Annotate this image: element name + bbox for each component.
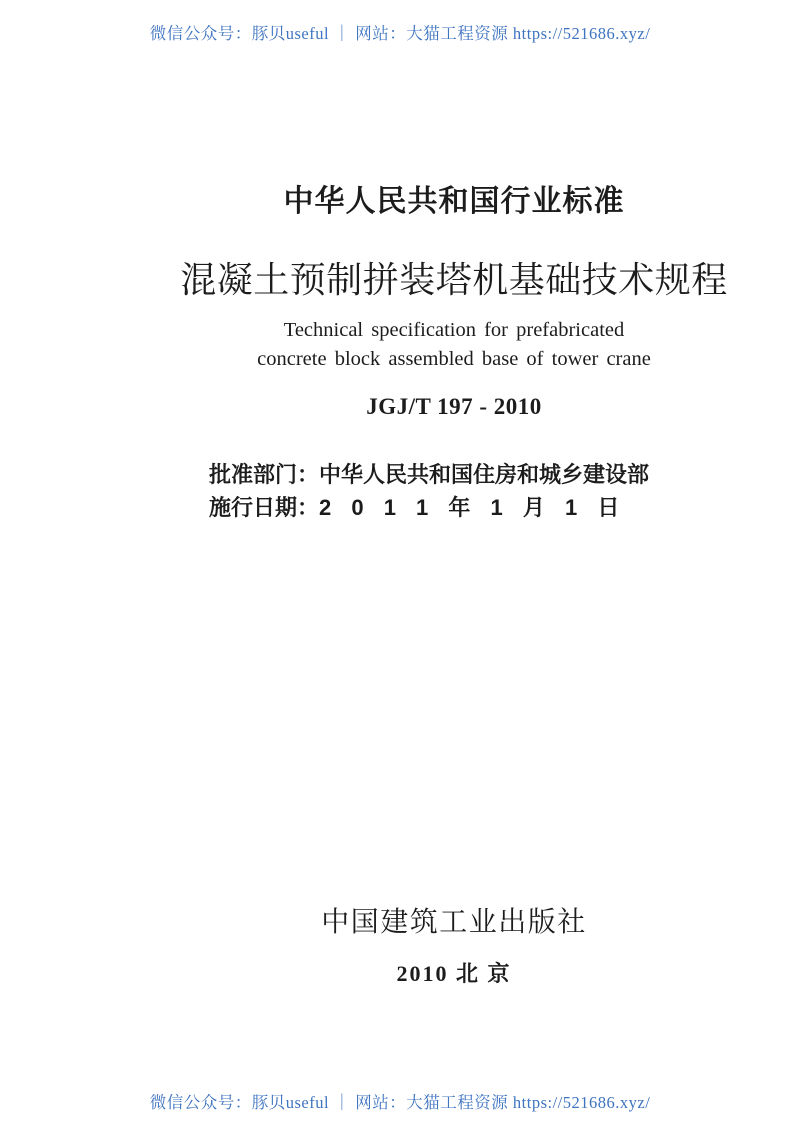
publisher: 中国建筑工业出版社 (321, 907, 587, 938)
standard-number: JGJ/T 197 - 2010 (366, 394, 542, 419)
publish-year-city: 2010 北 京 (396, 961, 512, 986)
effective-date-value: 2 0 1 1 年 1 月 1 日 (319, 495, 627, 520)
title-english-line2: concrete block assembled base of tower crane (257, 348, 651, 370)
standard-class-heading: 中华人民共和国行业标准 (283, 185, 625, 218)
title-english-line1: Technical specification for prefabricated (283, 319, 625, 341)
approval-line (209, 458, 649, 491)
approval-block (209, 458, 649, 524)
watermark-top: 微信公众号：豚贝useful ｜ 网站：大猫工程资源 https://521686.xyz/ (149, 24, 651, 43)
effective-date-label: 施行日期： (209, 495, 320, 520)
title-english (54, 316, 800, 374)
watermark-bottom: 微信公众号：豚贝useful ｜ 网站：大猫工程资源 https://521686.xyz/ (149, 1093, 651, 1112)
approval-label: 批准部门： (209, 462, 320, 487)
approval-value: 中华人民共和国住房和城乡建设部 (319, 462, 650, 487)
effective-date-line (209, 491, 649, 524)
title-chinese: 混凝土预制拼装塔机基础技术规程 (180, 260, 728, 300)
